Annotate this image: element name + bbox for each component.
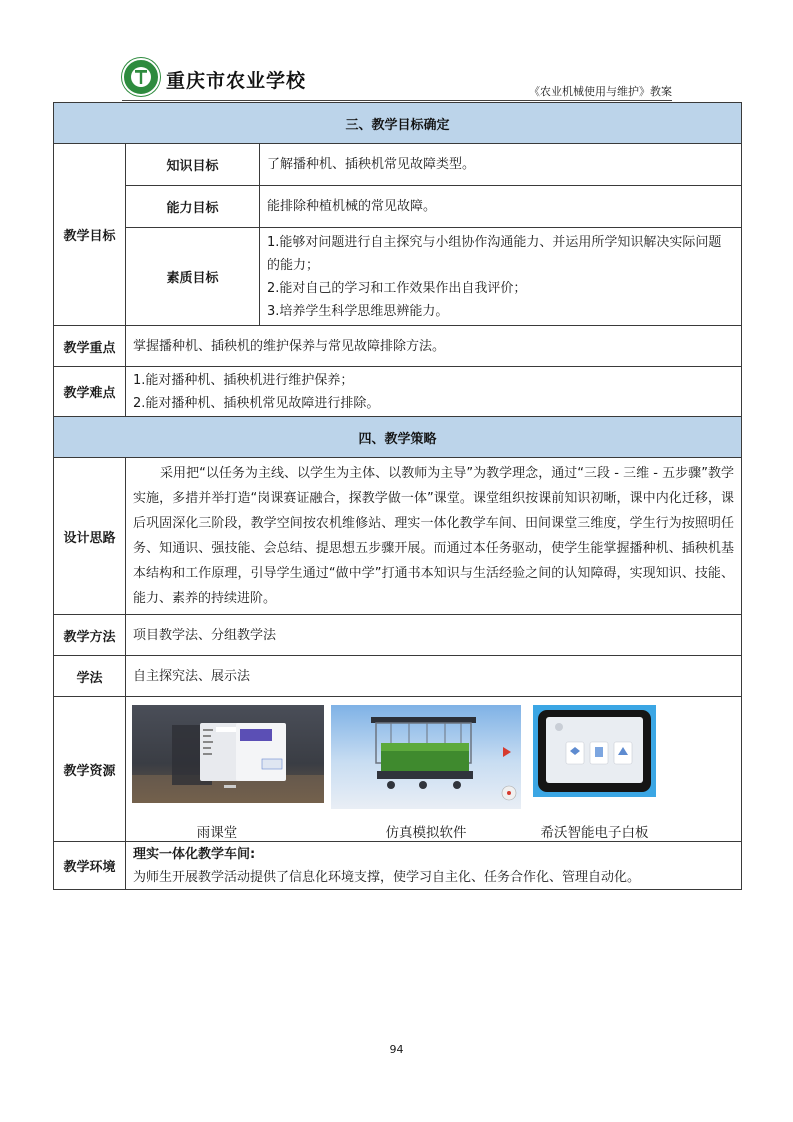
environment-label: 教学环境 [54,842,126,890]
section-title-strategy: 四、教学策略 [54,417,742,458]
learning-label: 学法 [54,656,126,697]
quality-text [260,228,742,326]
learning-text: 自主探究法、展示法 [126,656,742,697]
difficulty-line: 2.能对播种机、插秧机常见故障进行排除。 [133,395,380,411]
ability-text: 能排除种植机械的常见故障。 [260,186,742,228]
seewo-whiteboard-image [533,705,656,797]
resources-label: 教学资源 [54,697,126,842]
school-logo-icon [122,58,160,96]
ability-label: 能力目标 [126,186,260,228]
difficulty-label: 教学难点 [54,367,126,417]
environment-heading: 理实一体化教学车间: [133,846,256,862]
quality-line: 2.能对自己的学习和工作效果作出自我评价； [267,280,527,296]
section-title-objectives: 三、教学目标确定 [54,103,742,144]
method-label: 教学方法 [54,615,126,656]
method-text: 项目教学法、分组教学法 [126,615,742,656]
design-paragraph: 采用把“以任务为主线、以学生为主体、以教师为主导”为教学理念，通过“三段 - 三维 - 五步骤”教学实施，多措并举打造“岗课赛证融合，探教学做一体”课堂。课堂组织按课前知识初晰，课中内化迁移，课后巩固深化三阶段，教学空间按农机维修站、理实一体化教学车间、田间课堂三维度，学生行为按照明任务、知通识、强技能、会总结、提思想五步骤开展。而通过本任务驱动，使学生能掌握播种机、插秧机基本结构和工作原理，引导学生通过“做中学”打通书本知识与生活经验之间的认知障碍，实现知识、技能、能力、素养的持续进阶。 [133,466,734,606]
difficulty-line: 1.能对播种机、插秧机进行维护保养； [133,372,354,388]
lesson-plan-table [53,102,742,890]
knowledge-text: 了解播种机、插秧机常见故障类型。 [260,144,742,186]
rain-classroom-image [132,705,324,803]
page-header [122,58,672,100]
design-text [126,458,742,615]
header-rule [122,100,672,101]
quality-line: 1.能够对问题进行自主探究与小组协作沟通能力、并运用所学知识解决实际问题的能力； [267,234,722,273]
design-label: 设计思路 [54,458,126,615]
environment-text [126,842,742,890]
difficulty-text [126,367,742,417]
quality-label: 素质目标 [126,228,260,326]
environment-body: 为师生开展教学活动提供了信息化环境支撑，使学习自主化、任务合作化、管理自动化。 [133,869,641,885]
school-name: 重庆市农业学校 [166,70,307,92]
resource-caption: 仿真模拟软件 [385,825,467,841]
objectives-label: 教学目标 [54,144,126,326]
knowledge-label: 知识目标 [126,144,260,186]
key-point-text: 掌握播种机、插秧机的维护保养与常见故障排除方法。 [126,326,742,367]
resource-caption: 雨课堂 [196,825,238,841]
quality-line: 3.培养学生科学思维思辨能力。 [267,303,449,319]
simulation-software-image [331,705,521,809]
resource-caption: 希沃智能电子白板 [540,825,649,841]
course-title: 《农业机械使用与维护》教案 [529,85,672,98]
resources-cell [126,697,742,842]
page-number: 94 [389,1043,404,1056]
key-point-label: 教学重点 [54,326,126,367]
